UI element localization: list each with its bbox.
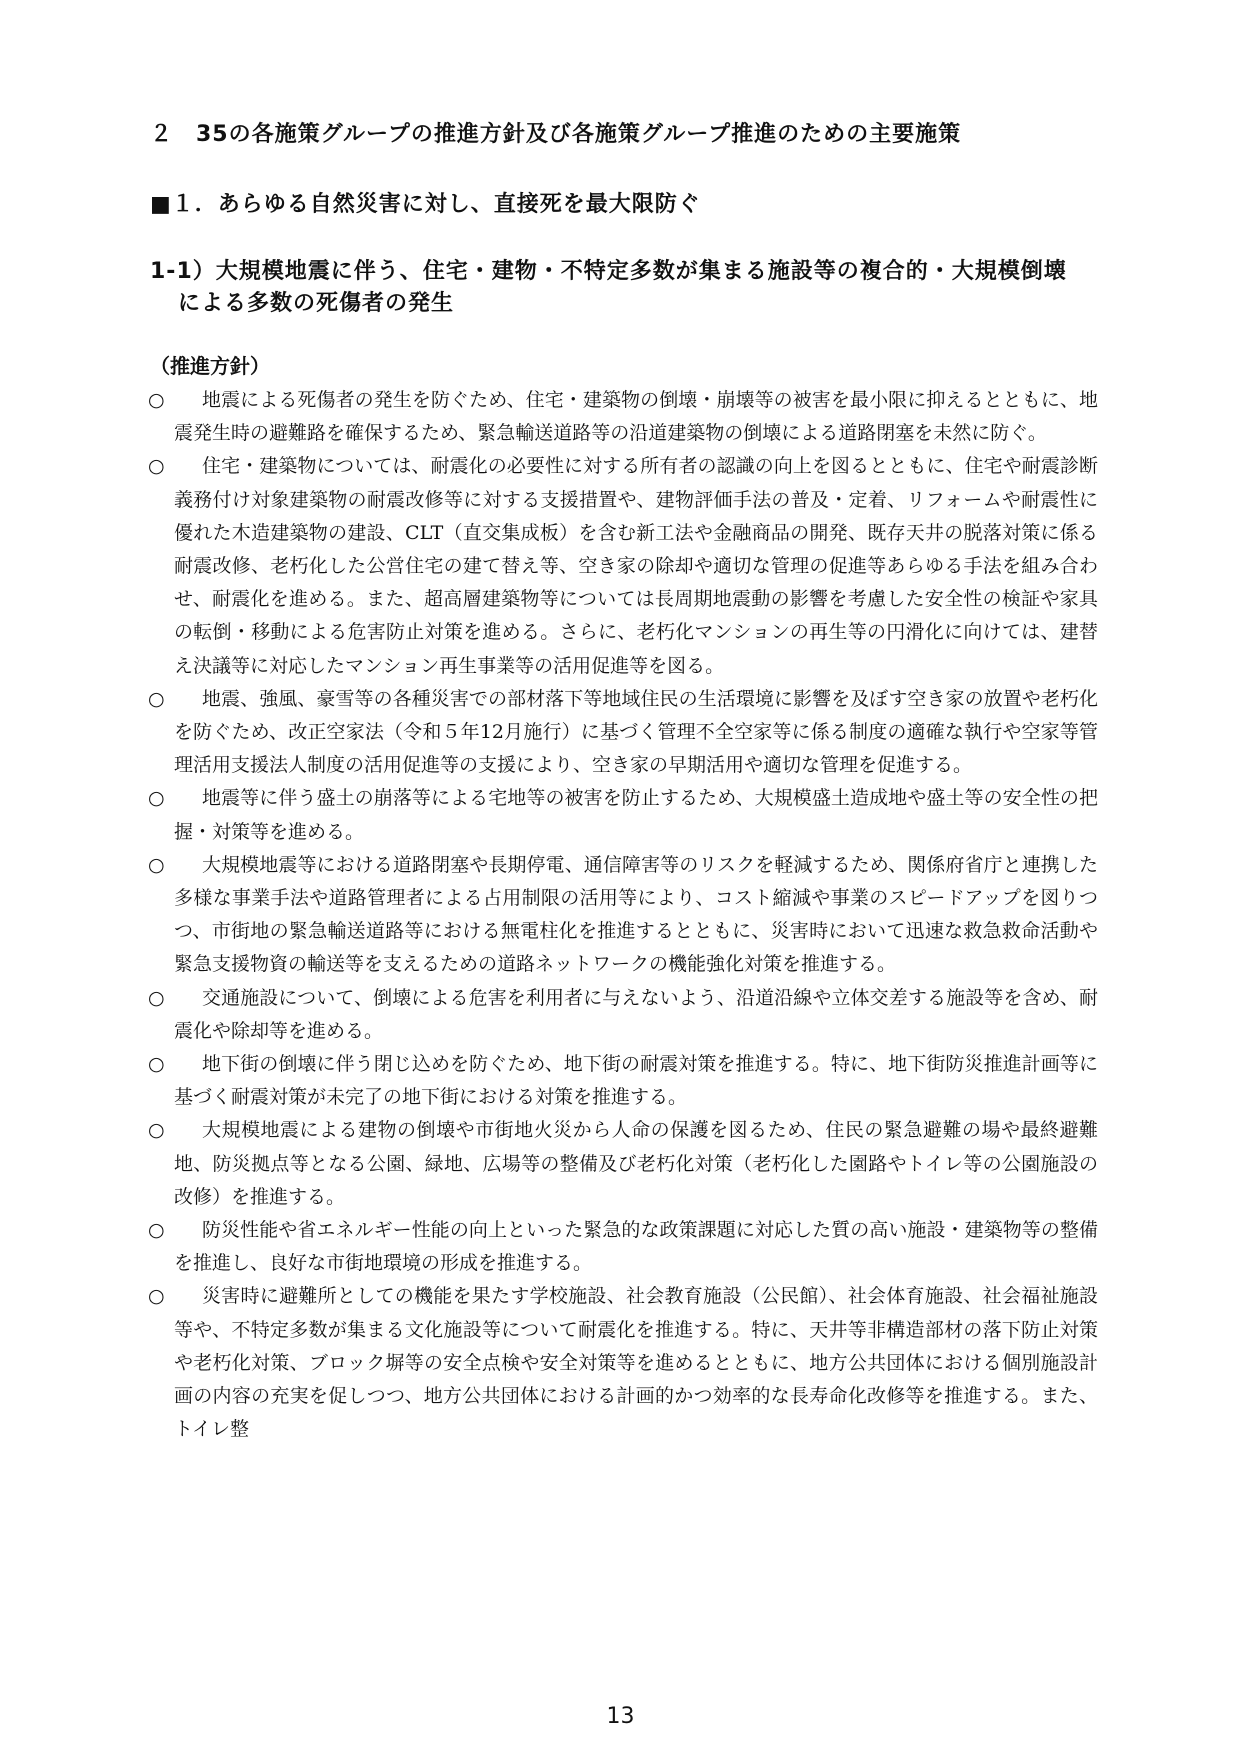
subheading-line-1: 1-1）大規模地震に伴う、住宅・建物・不特定多数が集まる施設等の複合的・大規模倒壊 bbox=[150, 259, 1067, 284]
policy-item-text: 地震等に伴う盛土の崩落等による宅地等の被害を防止するため、大規模盛土造成地や盛土等の安全性の把握・対策等を進める。 bbox=[174, 787, 1098, 843]
bullet-icon: ○ bbox=[148, 1119, 165, 1142]
policy-item-text: 大規模地震等における道路閉塞や長期停電、通信障害等のリスクを軽減するため、関係府省庁と連携した多様な事業手法や道路管理者による占用制限の活用等により、コスト縮減や事業のスピードアップを図りつつ、市街地の緊急輸送道路等における無電柱化を推進するとともに、災害時において迅速な救急救命活動や緊急支援物資の輸送等を支えるための道路ネットワークの機能強化対策を推進する。 bbox=[174, 853, 1098, 976]
policy-item-text: 災害時に避難所としての機能を果たす学校施設、社会教育施設（公民館）、社会体育施設、社会福祉施設等や、不特定多数が集まる文化施設等について耐震化を推進する。特に、天井等非構造部材の落下防止対策や老朽化対策、ブロック塀等の安全点検や安全対策等を進めるとともに、地方公共団体における個別施設計画の内容の充実を促しつつ、地方公共団体における計画的かつ効率的な長寿命化改修等を推進する。また、トイレ整 bbox=[174, 1285, 1098, 1441]
policy-item-text: 交通施設について、倒壊による危害を利用者に与えないよう、沿道沿線や立体交差する施設等を含め、耐震化や除却等を進める。 bbox=[174, 986, 1098, 1042]
bullet-icon: ○ bbox=[148, 787, 165, 810]
bullet-icon: ○ bbox=[148, 389, 165, 411]
policy-item bbox=[150, 782, 1098, 848]
policy-item-text: 地震による死傷者の発生を防ぐため、住宅・建築物の倒壊・崩壊等の被害を最小限に抑えるとともに、地震発生時の避難路を確保するため、緊急輸送道路等の沿道建築物の倒壊による道路閉塞を未然に防ぐ。 bbox=[174, 389, 1098, 445]
subheading-line-2: による多数の死傷者の発生 bbox=[178, 291, 455, 316]
section-heading: ２ 35の各施策グループの推進方針及び各施策グループ推進のための主要施策 bbox=[150, 122, 962, 147]
policy-item bbox=[150, 1280, 1098, 1446]
subheading bbox=[150, 256, 1090, 320]
bullet-icon: ○ bbox=[148, 853, 165, 876]
policy-item bbox=[150, 683, 1098, 783]
policy-item bbox=[150, 982, 1098, 1048]
policy-item bbox=[150, 1114, 1098, 1214]
policy-item-text: 地震、強風、豪雪等の各種災害での部材落下等地域住民の生活環境に影響を及ぼす空き家の放置や老朽化を防ぐため、改正空家法（令和５年12月施行）に基づく管理不全空家等に係る制度の適確な執行や空家等管理活用支援法人制度の活用促進等の支援により、空き家の早期活用や適切な管理を促進する。 bbox=[174, 687, 1098, 777]
policy-item bbox=[150, 1048, 1098, 1114]
policy-item bbox=[150, 450, 1098, 682]
page-number: 13 bbox=[606, 1704, 635, 1729]
policy-item bbox=[150, 1214, 1098, 1280]
bullet-icon: ○ bbox=[148, 986, 165, 1009]
bullet-icon: ○ bbox=[148, 455, 165, 478]
bullet-icon: ○ bbox=[148, 1053, 165, 1076]
policy-item-text: 大規模地震による建物の倒壊や市街地火災から人命の保護を図るため、住民の緊急避難の場や最終避難地、防災拠点等となる公園、緑地、広場等の整備及び老朽化対策（老朽化した園路やトイレ等の公園施設の改修）を推進する。 bbox=[174, 1119, 1098, 1208]
policy-label: （推進方針） bbox=[150, 354, 270, 378]
bullet-icon: ○ bbox=[148, 1285, 165, 1308]
policy-item-text: 地下街の倒壊に伴う閉じ込めを防ぐため、地下街の耐震対策を推進する。特に、地下街防災推進計画等に基づく耐震対策が未完了の地下街における対策を推進する。 bbox=[174, 1053, 1098, 1109]
bullet-icon: ○ bbox=[148, 1219, 165, 1242]
policy-item bbox=[150, 849, 1098, 982]
policy-item-text: 防災性能や省エネルギー性能の向上といった緊急的な政策課題に対応した質の高い施設・建築物等の整備を推進し、良好な市街地環境の形成を推進する。 bbox=[174, 1219, 1098, 1275]
policy-list bbox=[150, 384, 1098, 1447]
bullet-icon: ○ bbox=[148, 687, 165, 710]
group-heading: ■１．あらゆる自然災害に対し、直接死を最大限防ぐ bbox=[150, 192, 701, 217]
policy-item-text: 住宅・建築物については、耐震化の必要性に対する所有者の認識の向上を図るとともに、住宅や耐震診断義務付け対象建築物の耐震改修等に対する支援措置や、建物評価手法の普及・定着、リフォームや耐震性に優れた木造建築物の建設、CLT（直交集成板）を含む新工法や金融商品の開発、既存天井の脱落対策に係る耐震改修、老朽化した公営住宅の建て替え等、空き家の除却や適切な管理の促進等あらゆる手法を組み合わせ、耐震化を進める。また、超高層建築物等については長周期地震動の影響を考慮した安全性の検証や家具の転倒・移動による危害防止対策を進める。さらに、老朽化マンションの再生等の円滑化に向けては、建替え決議等に対応したマンション再生事業等の活用促進等を図る。 bbox=[174, 455, 1098, 677]
policy-item bbox=[150, 384, 1098, 450]
